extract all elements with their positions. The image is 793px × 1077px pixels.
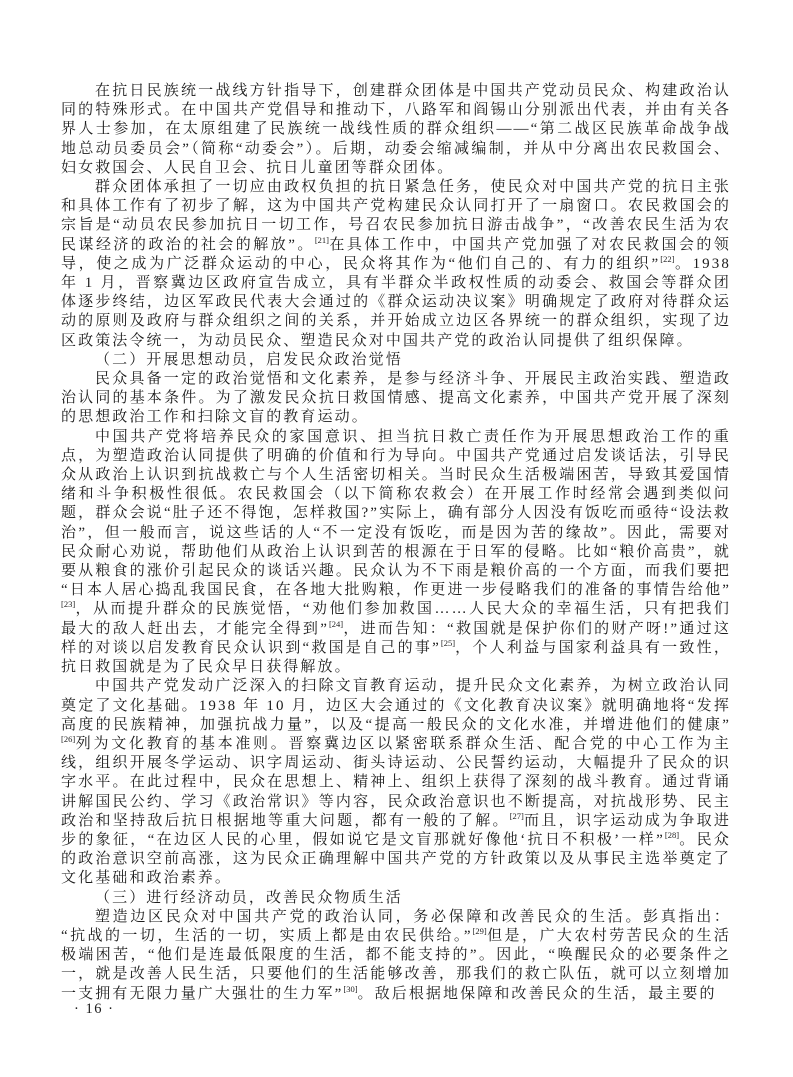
citation-ref: [27]	[509, 810, 524, 821]
section-heading: （二）开展思想动员，启发民众政治觉悟	[95, 351, 403, 368]
citation-ref: [29]	[472, 925, 487, 936]
body-paragraph: 中国共产党发动广泛深入的扫除文盲教育运动，提升民众文化素养，为树立政治认同奠定了文化基础。1938 年 10 月，边区大会通过的《文化教育决议案》就明确地将“发挥高度的民族精神，加强抗战力量”，以及“提高一般民众的文化水准，并增进他们的健康”[26]列为文化教育的基本准则。晋察冀边区以紧密联系群众生活、配合党的中心工作为主线，组织开展冬学运动、识字周运动、街头诗运动、公民誓约运动，大幅提升了民众的识字水平。在此过程中，民众在思想上、精神上、组织上获得了深刻的战斗教育。通过背诵讲解国民公约、学习《政治常识》等内容，民众政治意识也不断提高，对抗战形势、民主政治和坚持敌后抗日根据地等重大问题，都有一般的了解。[27]而且，识字运动成为争取进步的象征，“在边区人民的心里，假如说它是文盲那就好像他‘抗日不积极’一样”[28]。民众的政治意识空前高涨，这为民众正确理解中国共产党的方针政策以及从事民主选举奠定了文化基础和政治素养。	[61, 678, 731, 887]
citation-ref: [22]	[660, 253, 675, 264]
section-heading: （三）进行经济动员，改善民众物质生活	[95, 889, 403, 906]
body-paragraph: 塑造边区民众对中国共产党的政治认同，务必保障和改善民众的生活。彭真指出：“抗战的一切，生活的一切，实质上都是由农民供给。”[29]但是，广大农村劳苦民众的生活极端困苦，“他们是连最低限度的生活，都不能支持的”。因此，“唤醒民众的必要条件之一，就是改善人民生活，只要他们的生活能够改善，那我们的救亡队伍，就可以立刻增加一支拥有无限力量广大强壮的生力军”[30]。敌后根据地保障和改善民众的生活，最主要的	[61, 908, 731, 1002]
citation-ref: [30]	[343, 983, 358, 994]
body-paragraph: 群众团体承担了一切应由政权负担的抗日紧急任务，使民众对中国共产党的抗日主张和具体工作有了初步了解，这为中国共产党构建民众认同打开了一扇窗口。农民救国会的宗旨是“动员农民参加抗日一切工作，号召农民参加抗日游击战争”，“改善农民生活为农民谋经济的政治的社会的解放”。[21]在具体工作中，中国共产党加强了对农民救国会的领导，使之成为广泛群众运动的中心，民众将其作为“他们自己的、有力的组织”[22]。1938 年 1 月，晋察冀边区政府宣告成立，具有半群众半政权性质的动委会、救国会等群众团体逐步终结，边区军政民代表大会通过的《群众运动决议案》明确规定了政府对待群众运动的原则及政府与群众组织之间的关系，并开始成立边区各界统一的群众组织，实现了边区政策法令统一，为动员民众、塑造民众对中国共产党的政治认同提供了组织保障。	[61, 179, 731, 349]
body-paragraph: 民众具备一定的政治觉悟和文化素养，是参与经济斗争、开展民主政治实践、塑造政治认同的基本条件。为了激发民众抗日救国情感、提高文化素养，中国共产党开展了深刻的思想政治工作和扫除文盲的教育运动。	[61, 371, 731, 426]
citation-ref: [26]	[61, 733, 76, 744]
citation-ref: [21]	[314, 234, 329, 245]
body-paragraph: 在抗日民族统一战线方针指导下，创建群众团体是中国共产党动员民众、构建政治认同的特殊形式。在中国共产党倡导和推动下，八路军和阎锡山分别派出代表，并由有关各界人士参加，在太原组建了民族统一战线性质的群众组织——“第二战区民族革命战争战地总动员委员会”（简称“动委会”）。后期，动委会缩减编制，并从中分离出农民救国会、妇女救国会、人民自卫会、抗日儿童团等群众团体。	[61, 83, 731, 176]
citation-ref: [24]	[328, 618, 344, 629]
citation-ref: [25]	[440, 637, 456, 648]
page-number: · 16 ·	[74, 1001, 115, 1017]
citation-ref: [28]	[664, 829, 680, 840]
body-paragraph: 中国共产党将培养民众的家国意识、担当抗日救亡责任作为开展思想政治工作的重点，为塑造政治认同提供了明确的价值和行为导向。中国共产党通过启发谈话法，引导民众从政治上认识到抗战救亡与个人生活密切相关。当时民众生活极端困苦，导致其爱国情绪和斗争积极性很低。农民救国会（以下简称农救会）在开展工作时经常会遇到类似问题，群众会说“肚子还不得饱，怎样救国?”实际上，确有部分人因没有饭吃而亟待“设法救治”，但一般而言，说这些话的人“不一定没有饭吃，而是因为苦的缘故”。因此，需要对民众耐心劝说，帮助他们从政治上认识到苦的根源在于日军的侵略。比如“粮价高贵”，就要从粮食的涨价引起民众的谈话兴趣。民众认为不下雨是粮价高的一个方面，而我们要把“日本人居心捣乱我国民食，在各地大批购粮，作更进一步侵略我们的准备的事情告给他”[23]，从而提升群众的民族觉悟，“劝他们参加救国……人民大众的幸福生活，只有把我们最大的敌人赶出去，才能完全得到”[24]，进而告知：“救国就是保护你们的财产呀!”通过这样的对谈以启发教育民众认识到“救国是自己的事”[25]，个人利益与国家利益具有一致性，抗日救国就是为了民众早日获得解放。	[61, 428, 732, 676]
citation-ref: [23]	[61, 599, 76, 610]
document-body	[61, 82, 731, 1004]
